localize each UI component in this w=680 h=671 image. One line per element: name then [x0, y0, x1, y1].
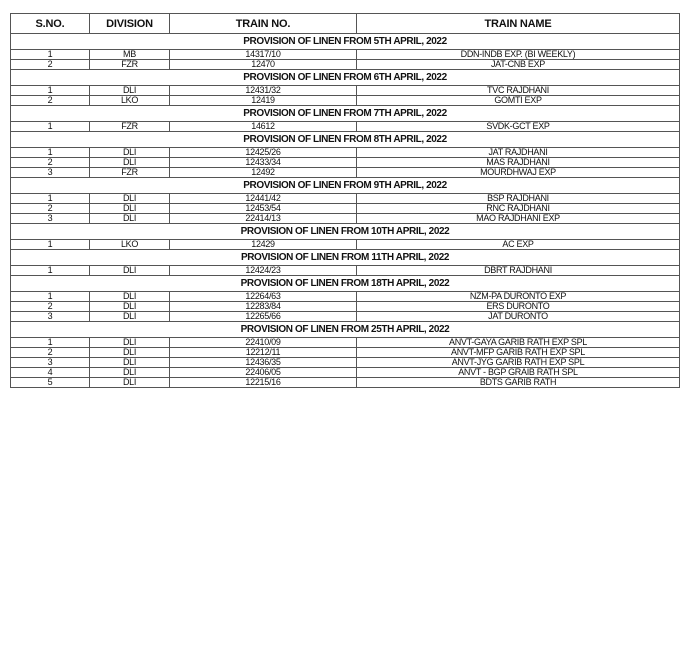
division-cell: DLI: [90, 348, 170, 358]
table-row: [11, 378, 680, 388]
linen-provision-table: [10, 13, 680, 388]
section-title: PROVISION OF LINEN FROM 10TH APRIL, 2022: [11, 224, 680, 240]
train-name-cell: ERS DURONTO: [357, 302, 680, 312]
sno-cell: 2: [11, 60, 90, 70]
train-name-cell: MAO RAJDHANI EXP: [357, 214, 680, 224]
division-cell: DLI: [90, 358, 170, 368]
train-name-cell: JAT DURONTO: [357, 312, 680, 322]
train-no-cell: 14317/10: [170, 50, 357, 60]
train-no-cell: 12470: [170, 60, 357, 70]
division-cell: DLI: [90, 214, 170, 224]
section-title: PROVISION OF LINEN FROM 9TH APRIL, 2022: [11, 178, 680, 194]
train-name-cell: ANVT-MFP GARIB RATH EXP SPL: [357, 348, 680, 358]
section-heading-row: [11, 276, 680, 292]
section-heading-row: [11, 178, 680, 194]
train-name-cell: BDTS GARIB RATH: [357, 378, 680, 388]
sno-cell: 1: [11, 86, 90, 96]
train-name-header: TRAIN NAME: [357, 14, 680, 34]
section-heading-row: [11, 322, 680, 338]
train-name-cell: TVC RAJDHANI: [357, 86, 680, 96]
sno-cell: 3: [11, 214, 90, 224]
table-row: [11, 348, 680, 358]
table-row: [11, 158, 680, 168]
train-name-cell: GOMTI EXP: [357, 96, 680, 106]
train-name-cell: MAS RAJDHANI: [357, 158, 680, 168]
section-title: PROVISION OF LINEN FROM 18TH APRIL, 2022: [11, 276, 680, 292]
train-no-cell: 12215/16: [170, 378, 357, 388]
train-no-cell: 12264/63: [170, 292, 357, 302]
division-cell: DLI: [90, 204, 170, 214]
division-cell: MB: [90, 50, 170, 60]
linen-provision-sheet: [10, 13, 679, 388]
table-row: [11, 302, 680, 312]
table-row: [11, 214, 680, 224]
section-heading-row: [11, 250, 680, 266]
section-title: PROVISION OF LINEN FROM 11TH APRIL, 2022: [11, 250, 680, 266]
section-title: PROVISION OF LINEN FROM 8TH APRIL, 2022: [11, 132, 680, 148]
section-title: PROVISION OF LINEN FROM 6TH APRIL, 2022: [11, 70, 680, 86]
section-heading-row: [11, 106, 680, 122]
division-cell: DLI: [90, 302, 170, 312]
train-no-cell: 12453/54: [170, 204, 357, 214]
sno-cell: 1: [11, 240, 90, 250]
division-cell: FZR: [90, 122, 170, 132]
table-row: [11, 148, 680, 158]
train-name-cell: JAT RAJDHANI: [357, 148, 680, 158]
division-cell: LKO: [90, 96, 170, 106]
sno-cell: 1: [11, 292, 90, 302]
train-no-cell: 12283/84: [170, 302, 357, 312]
division-cell: DLI: [90, 378, 170, 388]
train-no-cell: 22414/13: [170, 214, 357, 224]
train-no-cell: 14612: [170, 122, 357, 132]
train-no-cell: 12265/66: [170, 312, 357, 322]
train-name-cell: JAT-CNB EXP: [357, 60, 680, 70]
division-cell: DLI: [90, 338, 170, 348]
sno-cell: 2: [11, 158, 90, 168]
division-cell: DLI: [90, 194, 170, 204]
section-heading-row: [11, 70, 680, 86]
sno-cell: 1: [11, 50, 90, 60]
table-row: [11, 50, 680, 60]
train-no-cell: 12212/11: [170, 348, 357, 358]
table-row: [11, 292, 680, 302]
division-cell: LKO: [90, 240, 170, 250]
table-body: [11, 34, 680, 388]
train-name-cell: SVDK-GCT EXP: [357, 122, 680, 132]
division-cell: DLI: [90, 368, 170, 378]
division-cell: DLI: [90, 266, 170, 276]
division-cell: FZR: [90, 60, 170, 70]
train-no-cell: 22406/05: [170, 368, 357, 378]
table-row: [11, 194, 680, 204]
section-heading-row: [11, 132, 680, 148]
table-row: [11, 338, 680, 348]
train-no-cell: 12424/23: [170, 266, 357, 276]
table-row: [11, 60, 680, 70]
sno-cell: 4: [11, 368, 90, 378]
division-header: DIVISION: [90, 14, 170, 34]
train-no-cell: 12429: [170, 240, 357, 250]
section-title: PROVISION OF LINEN FROM 25TH APRIL, 2022: [11, 322, 680, 338]
division-cell: DLI: [90, 148, 170, 158]
train-no-cell: 12431/32: [170, 86, 357, 96]
division-cell: DLI: [90, 86, 170, 96]
section-heading-row: [11, 224, 680, 240]
train-no-cell: 22410/09: [170, 338, 357, 348]
train-name-cell: BSP RAJDHANI: [357, 194, 680, 204]
train-name-cell: MOURDHWAJ EXP: [357, 168, 680, 178]
sno-cell: 2: [11, 96, 90, 106]
section-heading-row: [11, 34, 680, 50]
sno-cell: 1: [11, 148, 90, 158]
train-name-cell: AC EXP: [357, 240, 680, 250]
sno-cell: 1: [11, 338, 90, 348]
train-name-cell: NZM-PA DURONTO EXP: [357, 292, 680, 302]
table-row: [11, 266, 680, 276]
table-row: [11, 86, 680, 96]
sno-cell: 1: [11, 194, 90, 204]
division-cell: DLI: [90, 312, 170, 322]
train-no-header: TRAIN NO.: [170, 14, 357, 34]
section-title: PROVISION OF LINEN FROM 5TH APRIL, 2022: [11, 34, 680, 50]
sno-cell: 3: [11, 168, 90, 178]
train-no-cell: 12425/26: [170, 148, 357, 158]
table-row: [11, 204, 680, 214]
header-row: [11, 14, 680, 34]
sno-cell: 2: [11, 348, 90, 358]
sno-header: S.NO.: [11, 14, 90, 34]
train-name-cell: DDN-INDB EXP. (BI WEEKLY): [357, 50, 680, 60]
train-no-cell: 12433/34: [170, 158, 357, 168]
table-row: [11, 240, 680, 250]
table-row: [11, 122, 680, 132]
table-row: [11, 368, 680, 378]
division-cell: DLI: [90, 158, 170, 168]
sno-cell: 5: [11, 378, 90, 388]
train-name-cell: RNC RAJDHANI: [357, 204, 680, 214]
train-no-cell: 12419: [170, 96, 357, 106]
train-no-cell: 12492: [170, 168, 357, 178]
section-title: PROVISION OF LINEN FROM 7TH APRIL, 2022: [11, 106, 680, 122]
sno-cell: 2: [11, 302, 90, 312]
table-row: [11, 358, 680, 368]
train-name-cell: ANVT-JYG GARIB RATH EXP SPL: [357, 358, 680, 368]
train-no-cell: 12441/42: [170, 194, 357, 204]
train-name-cell: ANVT-GAYA GARIB RATH EXP SPL: [357, 338, 680, 348]
sno-cell: 1: [11, 266, 90, 276]
train-name-cell: DBRT RAJDHANI: [357, 266, 680, 276]
sno-cell: 1: [11, 122, 90, 132]
train-no-cell: 12436/35: [170, 358, 357, 368]
table-row: [11, 168, 680, 178]
train-name-cell: ANVT - BGP GRAIB RATH SPL: [357, 368, 680, 378]
table-row: [11, 96, 680, 106]
table-row: [11, 312, 680, 322]
division-cell: FZR: [90, 168, 170, 178]
sno-cell: 3: [11, 358, 90, 368]
division-cell: DLI: [90, 292, 170, 302]
sno-cell: 3: [11, 312, 90, 322]
sno-cell: 2: [11, 204, 90, 214]
